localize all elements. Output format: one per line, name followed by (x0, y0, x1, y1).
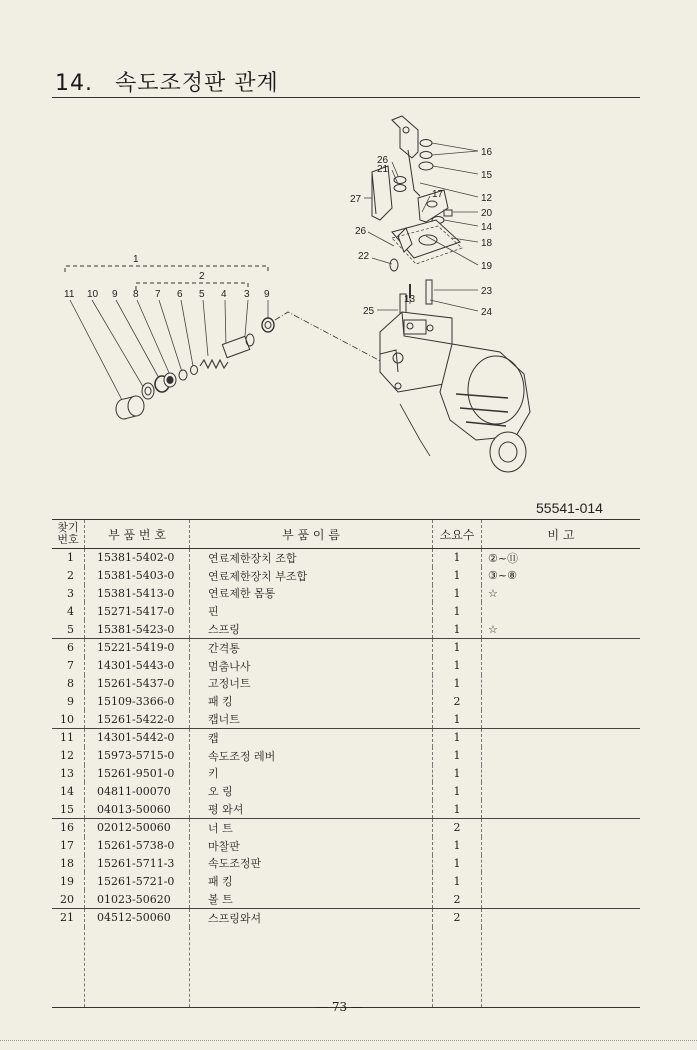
engine-body (380, 312, 530, 472)
cell-part-number: 15381-5403-0 (85, 567, 190, 585)
table-row (52, 620, 640, 638)
cell-part-number: 15271-5417-0 (85, 602, 190, 620)
cell-part-number: 04013-50060 (85, 800, 190, 818)
cell-quantity: 1 (433, 567, 482, 585)
cell-part-name: 평 와셔 (190, 800, 433, 818)
label-14: 14 (481, 222, 493, 233)
cell-find-number: 8 (67, 676, 74, 690)
cell-remark: ☆ (482, 585, 641, 603)
cell-part-name: 마찰판 (190, 837, 433, 855)
table-row (52, 602, 640, 620)
cell-find-number: 10 (60, 712, 74, 726)
label-17: 17 (432, 189, 444, 200)
cell-quantity: 1 (433, 765, 482, 783)
cell-part-name: 간격통 (190, 638, 433, 656)
cell-quantity: 1 (433, 728, 482, 746)
title-text: 속도조정판 관계 (115, 71, 279, 96)
cell-quantity: 2 (433, 818, 482, 836)
cell-remark (482, 818, 641, 836)
cell-part-name: 핀 (190, 602, 433, 620)
cell-part-number: 15109-3366-0 (85, 692, 190, 710)
title-rule (52, 97, 640, 98)
cell-part-name: 속도조정판 (190, 855, 433, 873)
cell-find-number: 12 (60, 749, 74, 763)
table-row (52, 747, 640, 765)
cell-part-name: 패 킹 (190, 692, 433, 710)
label-5: 5 (199, 289, 205, 300)
cell-remark (482, 602, 641, 620)
cell-quantity: 1 (433, 657, 482, 675)
label-12: 12 (481, 193, 493, 204)
cell-find-number: 15 (60, 802, 74, 816)
cell-remark (482, 800, 641, 818)
table-row (52, 728, 640, 746)
table-row (52, 638, 640, 656)
label-11: 11 (64, 289, 75, 300)
header-find-number (52, 520, 85, 549)
cell-find-number: 11 (52, 728, 85, 746)
cell-part-number: 15381-5413-0 (85, 585, 190, 603)
cell-find-number: 21 (52, 908, 85, 926)
cell-part-name: 속도조정 레버 (190, 747, 433, 765)
label-27: 27 (350, 194, 362, 205)
label-7: 7 (155, 289, 161, 300)
blank-cell (482, 927, 641, 1008)
label-24: 24 (481, 307, 493, 318)
cell-part-name: 캡너트 (190, 710, 433, 728)
label-6: 6 (177, 289, 183, 300)
cell-part-number: 14301-5442-0 (85, 728, 190, 746)
cell-find-number: 3 (67, 586, 74, 600)
cell-part-name: 스프링 (190, 620, 433, 638)
header-part-number: 부 품 번 호 (85, 520, 190, 549)
label-16: 16 (481, 147, 493, 158)
cell-quantity: 2 (433, 908, 482, 926)
table-row (52, 818, 640, 836)
cell-quantity: 1 (433, 620, 482, 638)
cell-find-number: 14 (60, 784, 74, 798)
table-row (52, 585, 640, 603)
cell-quantity: 1 (433, 602, 482, 620)
title-number: 14. (55, 71, 93, 96)
cell-remark (482, 872, 641, 890)
cell-quantity: 1 (433, 638, 482, 656)
exploded-parts-diagram (50, 110, 570, 490)
cell-remark (482, 782, 641, 800)
label-25: 25 (363, 306, 375, 317)
label-18: 18 (481, 238, 493, 249)
table-row (52, 800, 640, 818)
cell-remark (482, 657, 641, 675)
table-row (52, 908, 640, 926)
label-9a: 9 (112, 289, 118, 300)
blank-cell (433, 927, 482, 1008)
cell-find-number: 16 (52, 818, 85, 836)
cell-find-number: 18 (60, 856, 74, 870)
blank-cell (85, 927, 190, 1008)
cell-quantity: 1 (433, 837, 482, 855)
table-row (52, 692, 640, 710)
page-title (55, 66, 279, 97)
cell-part-name: 연료제한장치 부조합 (190, 567, 433, 585)
table-row (52, 782, 640, 800)
label-3: 3 (244, 289, 250, 300)
label-21: 21 (377, 164, 389, 175)
cell-find-number: 13 (60, 766, 74, 780)
cell-remark: ②~⑪ (482, 549, 641, 567)
cell-remark (482, 728, 641, 746)
cell-part-number: 04811-00070 (85, 782, 190, 800)
cell-remark: ③~⑧ (482, 567, 641, 585)
cell-quantity: 2 (433, 692, 482, 710)
cell-part-name: 너 트 (190, 818, 433, 836)
left-assembly-parts (116, 318, 274, 419)
cell-part-number: 15261-5738-0 (85, 837, 190, 855)
table-row (52, 872, 640, 890)
table-header-row (52, 520, 640, 549)
label-26b: 26 (355, 226, 367, 237)
table-row (52, 567, 640, 585)
cell-remark (482, 855, 641, 873)
cell-part-number: 15261-5711-3 (85, 855, 190, 873)
cell-quantity: 1 (433, 800, 482, 818)
cell-remark (482, 692, 641, 710)
cell-find-number: 2 (67, 569, 74, 583)
cell-quantity: 1 (433, 747, 482, 765)
label-4: 4 (221, 289, 227, 300)
cell-part-number: 15381-5402-0 (85, 549, 190, 567)
label-26a: 26 (377, 155, 389, 166)
cell-part-name: 연료제한장치 조합 (190, 549, 433, 567)
table-row (52, 675, 640, 693)
cell-part-number: 02012-50060 (85, 818, 190, 836)
label-2: 2 (199, 271, 205, 282)
header-part-name: 부 품 이 름 (190, 520, 433, 549)
label-10: 10 (87, 289, 99, 300)
cell-quantity: 1 (433, 855, 482, 873)
cell-quantity: 1 (433, 872, 482, 890)
table-row (52, 549, 640, 567)
cell-quantity: 1 (433, 710, 482, 728)
blank-cell (52, 927, 85, 1008)
cell-find-number: 5 (67, 622, 74, 636)
cell-find-number: 1 (67, 551, 74, 565)
cell-part-number: 15221-5419-0 (85, 638, 190, 656)
cell-quantity: 1 (433, 675, 482, 693)
page-number: — 73 — (316, 1000, 363, 1014)
cell-part-number: 14301-5443-0 (85, 657, 190, 675)
cell-part-name: 키 (190, 765, 433, 783)
table-blank-row (52, 927, 640, 1008)
table-row (52, 765, 640, 783)
bracket-assembly-1 (65, 266, 268, 272)
header-find-number-label: 찾기번호 (57, 521, 79, 546)
assembly-path-line (275, 312, 388, 365)
cell-part-number: 15381-5423-0 (85, 620, 190, 638)
figure-code: 55541-014 (536, 500, 603, 516)
cell-part-number: 15261-5422-0 (85, 710, 190, 728)
cell-find-number: 17 (60, 839, 74, 853)
cell-find-number: 4 (67, 604, 74, 618)
cell-part-name: 연료제한 몸통 (190, 585, 433, 603)
cell-find-number: 20 (60, 892, 74, 906)
label-9b: 9 (264, 289, 270, 300)
cell-quantity: 2 (433, 890, 482, 908)
cell-part-name: 패 킹 (190, 872, 433, 890)
cell-remark: ☆ (482, 620, 641, 638)
cell-remark (482, 908, 641, 926)
cell-part-name: 볼 트 (190, 890, 433, 908)
cell-part-number: 15261-9501-0 (85, 765, 190, 783)
cell-quantity: 1 (433, 549, 482, 567)
cell-part-name: 고정너트 (190, 675, 433, 693)
cell-find-number: 19 (60, 874, 74, 888)
parts-table (52, 519, 640, 1008)
cell-remark (482, 765, 641, 783)
cell-remark (482, 890, 641, 908)
label-22: 22 (358, 251, 370, 262)
cell-remark (482, 638, 641, 656)
table-row (52, 837, 640, 855)
cell-part-number: 01023-50620 (85, 890, 190, 908)
label-8: 8 (133, 289, 139, 300)
cell-remark (482, 837, 641, 855)
cell-part-name: 오 링 (190, 782, 433, 800)
label-1: 1 (133, 254, 139, 265)
table-row (52, 710, 640, 728)
cell-quantity: 1 (433, 585, 482, 603)
cell-part-name: 캡 (190, 728, 433, 746)
cell-part-number: 04512-50060 (85, 908, 190, 926)
cell-part-name: 스프링와셔 (190, 908, 433, 926)
cell-find-number: 9 (67, 694, 74, 708)
cell-remark (482, 710, 641, 728)
label-13: 13 (404, 294, 416, 305)
cell-part-name: 멈춤나사 (190, 657, 433, 675)
label-20: 20 (481, 208, 493, 219)
header-quantity: 소요수 (433, 520, 482, 549)
table-row (52, 890, 640, 908)
cell-quantity: 1 (433, 782, 482, 800)
cell-find-number: 6 (52, 638, 85, 656)
label-19: 19 (481, 261, 493, 272)
table-row (52, 855, 640, 873)
cell-remark (482, 747, 641, 765)
cell-remark (482, 675, 641, 693)
cell-part-number: 15261-5437-0 (85, 675, 190, 693)
cell-part-number: 15973-5715-0 (85, 747, 190, 765)
label-15: 15 (481, 170, 493, 181)
cell-part-number: 15261-5721-0 (85, 872, 190, 890)
table-row (52, 657, 640, 675)
bracket-assembly-2 (136, 283, 248, 290)
header-remarks: 비 고 (482, 520, 641, 549)
page-bottom-rule (0, 1040, 697, 1041)
cell-find-number: 7 (67, 659, 74, 673)
blank-cell (190, 927, 433, 1008)
label-23: 23 (481, 286, 493, 297)
